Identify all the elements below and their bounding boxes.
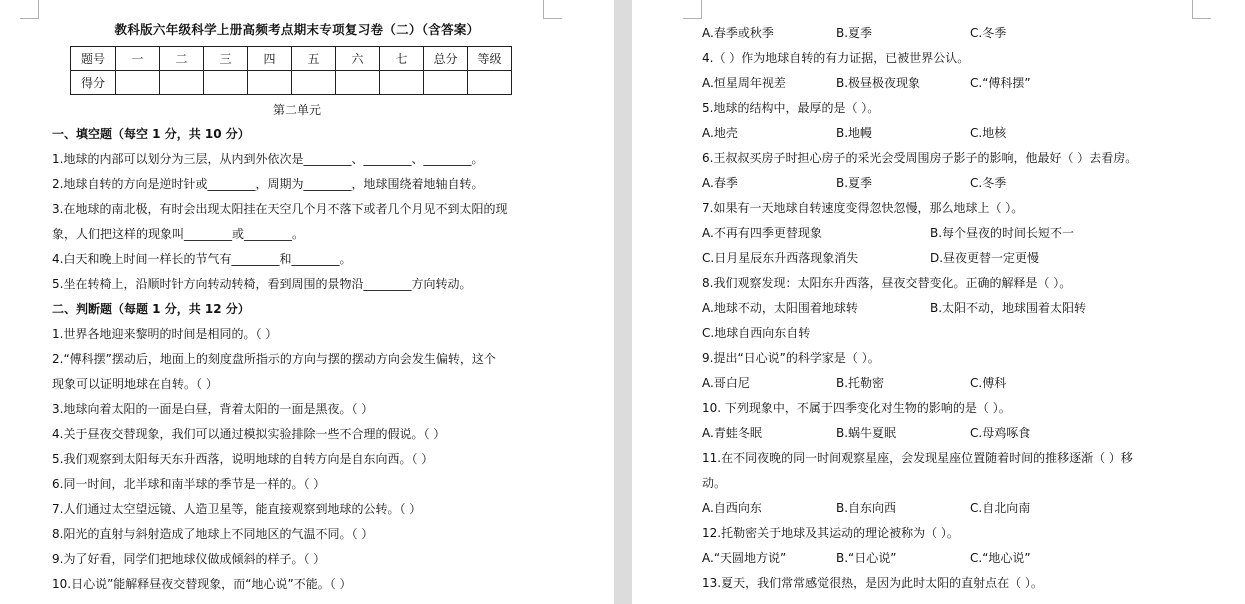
option: B.每个昼夜的时间长短不一 (930, 226, 1075, 240)
option: B.自东向西 (836, 501, 897, 515)
option: A.青蛙冬眠 (702, 426, 762, 440)
question-line: 现象可以证明地球在自转。（ ） (52, 377, 218, 391)
question-line: 8.我们观察发现：太阳东升西落，昼夜交替变化。正确的解释是（ ）。 (702, 276, 1072, 290)
score-cell (468, 71, 512, 95)
table-cell: 四 (248, 47, 292, 71)
question-line: 4.白天和晚上时间一样长的节气有________和________。 (52, 252, 352, 266)
question-line: 2.地球自转的方向是逆时针或________，周期为________，地球围绕着地轴自转。 (52, 177, 484, 191)
table-cell: 二 (160, 47, 204, 71)
score-cell (336, 71, 380, 95)
score-table-score-row (71, 71, 512, 95)
score-cell (380, 71, 424, 95)
score-table (70, 46, 512, 95)
question-line: 5.坐在转椅上，沿顺时针方向转动转椅，看到周围的景物沿________方向转动。 (52, 277, 472, 291)
question-line: 2.“傅科摆”摆动后，地面上的刻度盘所指示的方向与摆的摆动方向会发生偏转，这个 (52, 352, 496, 366)
table-cell: 一 (116, 47, 160, 71)
option: C.地核 (970, 126, 1007, 140)
option: C.自北向南 (970, 501, 1031, 515)
question-line: 5.我们观察到太阳每天东升西落，说明地球的自转方向是自东向西。（ ） (52, 452, 434, 466)
score-cell (424, 71, 468, 95)
question-line: 7.如果有一天地球自转速度变得忽快忽慢，那么地球上（ ）。 (702, 201, 1024, 215)
score-table-header-row (71, 47, 512, 71)
score-cell (292, 71, 336, 95)
option: A.恒星周年视差 (702, 76, 786, 90)
score-cell (160, 71, 204, 95)
question-line: 动。 (702, 476, 727, 490)
question-line: 1.地球的内部可以划分为三层，从内到外依次是________、________、________。 (52, 152, 484, 166)
question-line: 9.提出“日心说”的科学家是（ ）。 (702, 351, 880, 365)
section-heading: 一、填空题（每空 1 分，共 10 分） (52, 127, 250, 141)
option: C.冬季 (970, 176, 1007, 190)
question-line: 12.托勒密关于地球及其运动的理论被称为（ ）。 (702, 526, 959, 540)
option: B.“日心说” (836, 551, 897, 565)
question-line: 13.夏天，我们常常感觉很热，是因为此时太阳的直射点在（ ）。 (702, 576, 1043, 590)
option: C.日月星辰东升西落现象消失 (702, 251, 859, 265)
option: B.夏季 (836, 176, 873, 190)
option: C.地球自西向东自转 (702, 326, 811, 340)
corner-mark (543, 0, 562, 19)
option: C.母鸡啄食 (970, 426, 1031, 440)
option: C.傅科 (970, 376, 1007, 390)
left-page (0, 0, 614, 604)
table-cell: 六 (336, 47, 380, 71)
question-line: 8.阳光的直射与斜射造成了地球上不同地区的气温不同。（ ） (52, 527, 374, 541)
question-line: 9.为了好看，同学们把地球仪做成倾斜的样子。（ ） (52, 552, 326, 566)
option: A.哥白尼 (702, 376, 750, 390)
option: A.春季或秋季 (702, 26, 774, 40)
score-cell (116, 71, 160, 95)
question-line: 4.（ ）作为地球自转的有力证据，已被世界公认。 (702, 51, 970, 65)
option: B.太阳不动，地球围着太阳转 (930, 301, 1087, 315)
question-line: 11.在不同夜晚的同一时间观察星座，会发现星座位置随着时间的推移逐渐（ ）移 (702, 451, 1133, 465)
option: B.地幔 (836, 126, 873, 140)
table-cell: 三 (204, 47, 248, 71)
option: C.“地心说” (970, 551, 1031, 565)
question-line: 6.王叔叔买房子时担心房子的采光会受周围房子影子的影响，他最好（ ）去看房。 (702, 151, 1138, 165)
question-line: 7.人们通过太空望远镜、人造卫星等，能直接观察到地球的公转。（ ） (52, 502, 422, 516)
option: C.“傅科摆” (970, 76, 1031, 90)
section-heading: 二、判断题（每题 1 分，共 12 分） (52, 302, 250, 316)
option: B.极昼极夜现象 (836, 76, 921, 90)
question-line: 3.在地球的南北极，有时会出现太阳挂在天空几个月不落下或者几个月见不到太阳的现 (52, 202, 508, 216)
table-cell: 五 (292, 47, 336, 71)
option: A.地球不动，太阳围着地球转 (702, 301, 858, 315)
option: A.春季 (702, 176, 738, 190)
table-cell: 题号 (71, 47, 116, 71)
corner-mark (20, 0, 39, 19)
unit-heading: 第二单元 (272, 103, 321, 117)
question-line: 象，人们把这样的现象叫________或________。 (52, 227, 305, 241)
option: D.昼夜更替一定更慢 (930, 251, 1040, 265)
option: A.不再有四季更替现象 (702, 226, 822, 240)
option: A.地壳 (702, 126, 738, 140)
question-line: 3.地球向着太阳的一面是白昼，背着太阳的一面是黑夜。（ ） (52, 402, 374, 416)
score-cell (248, 71, 292, 95)
option: B.托勒密 (836, 376, 885, 390)
option: B.蜗牛夏眠 (836, 426, 897, 440)
question-line: 1.世界各地迎来黎明的时间是相同的。（ ） (52, 327, 278, 341)
option: C.冬季 (970, 26, 1007, 40)
question-line: 4.关于昼夜交替现象，我们可以通过模拟实验排除一些不合理的假说。（ ） (52, 427, 446, 441)
question-line: 6.同一时间，北半球和南半球的季节是一样的。（ ） (52, 477, 326, 491)
table-cell: 得分 (71, 71, 116, 95)
option: A.自西向东 (702, 501, 762, 515)
option: B.夏季 (836, 26, 873, 40)
score-cell (204, 71, 248, 95)
right-page (632, 0, 1245, 604)
page-title: 教科版六年级科学上册高频考点期末专项复习卷（二）（含答案） (114, 22, 480, 37)
question-line: 10. 下列现象中，不属于四季变化对生物的影响的是（ ）。 (702, 401, 1011, 415)
corner-mark (683, 0, 702, 19)
table-cell: 总分 (424, 47, 468, 71)
question-line: 5.地球的结构中，最厚的是（ ）。 (702, 101, 880, 115)
option: A.“天圆地方说” (702, 551, 787, 565)
table-cell: 七 (380, 47, 424, 71)
table-cell: 等级 (468, 47, 512, 71)
question-line: 10.日心说”能解释昼夜交替现象，而“地心说”不能。（ ） (52, 577, 352, 591)
corner-mark (1192, 0, 1211, 19)
